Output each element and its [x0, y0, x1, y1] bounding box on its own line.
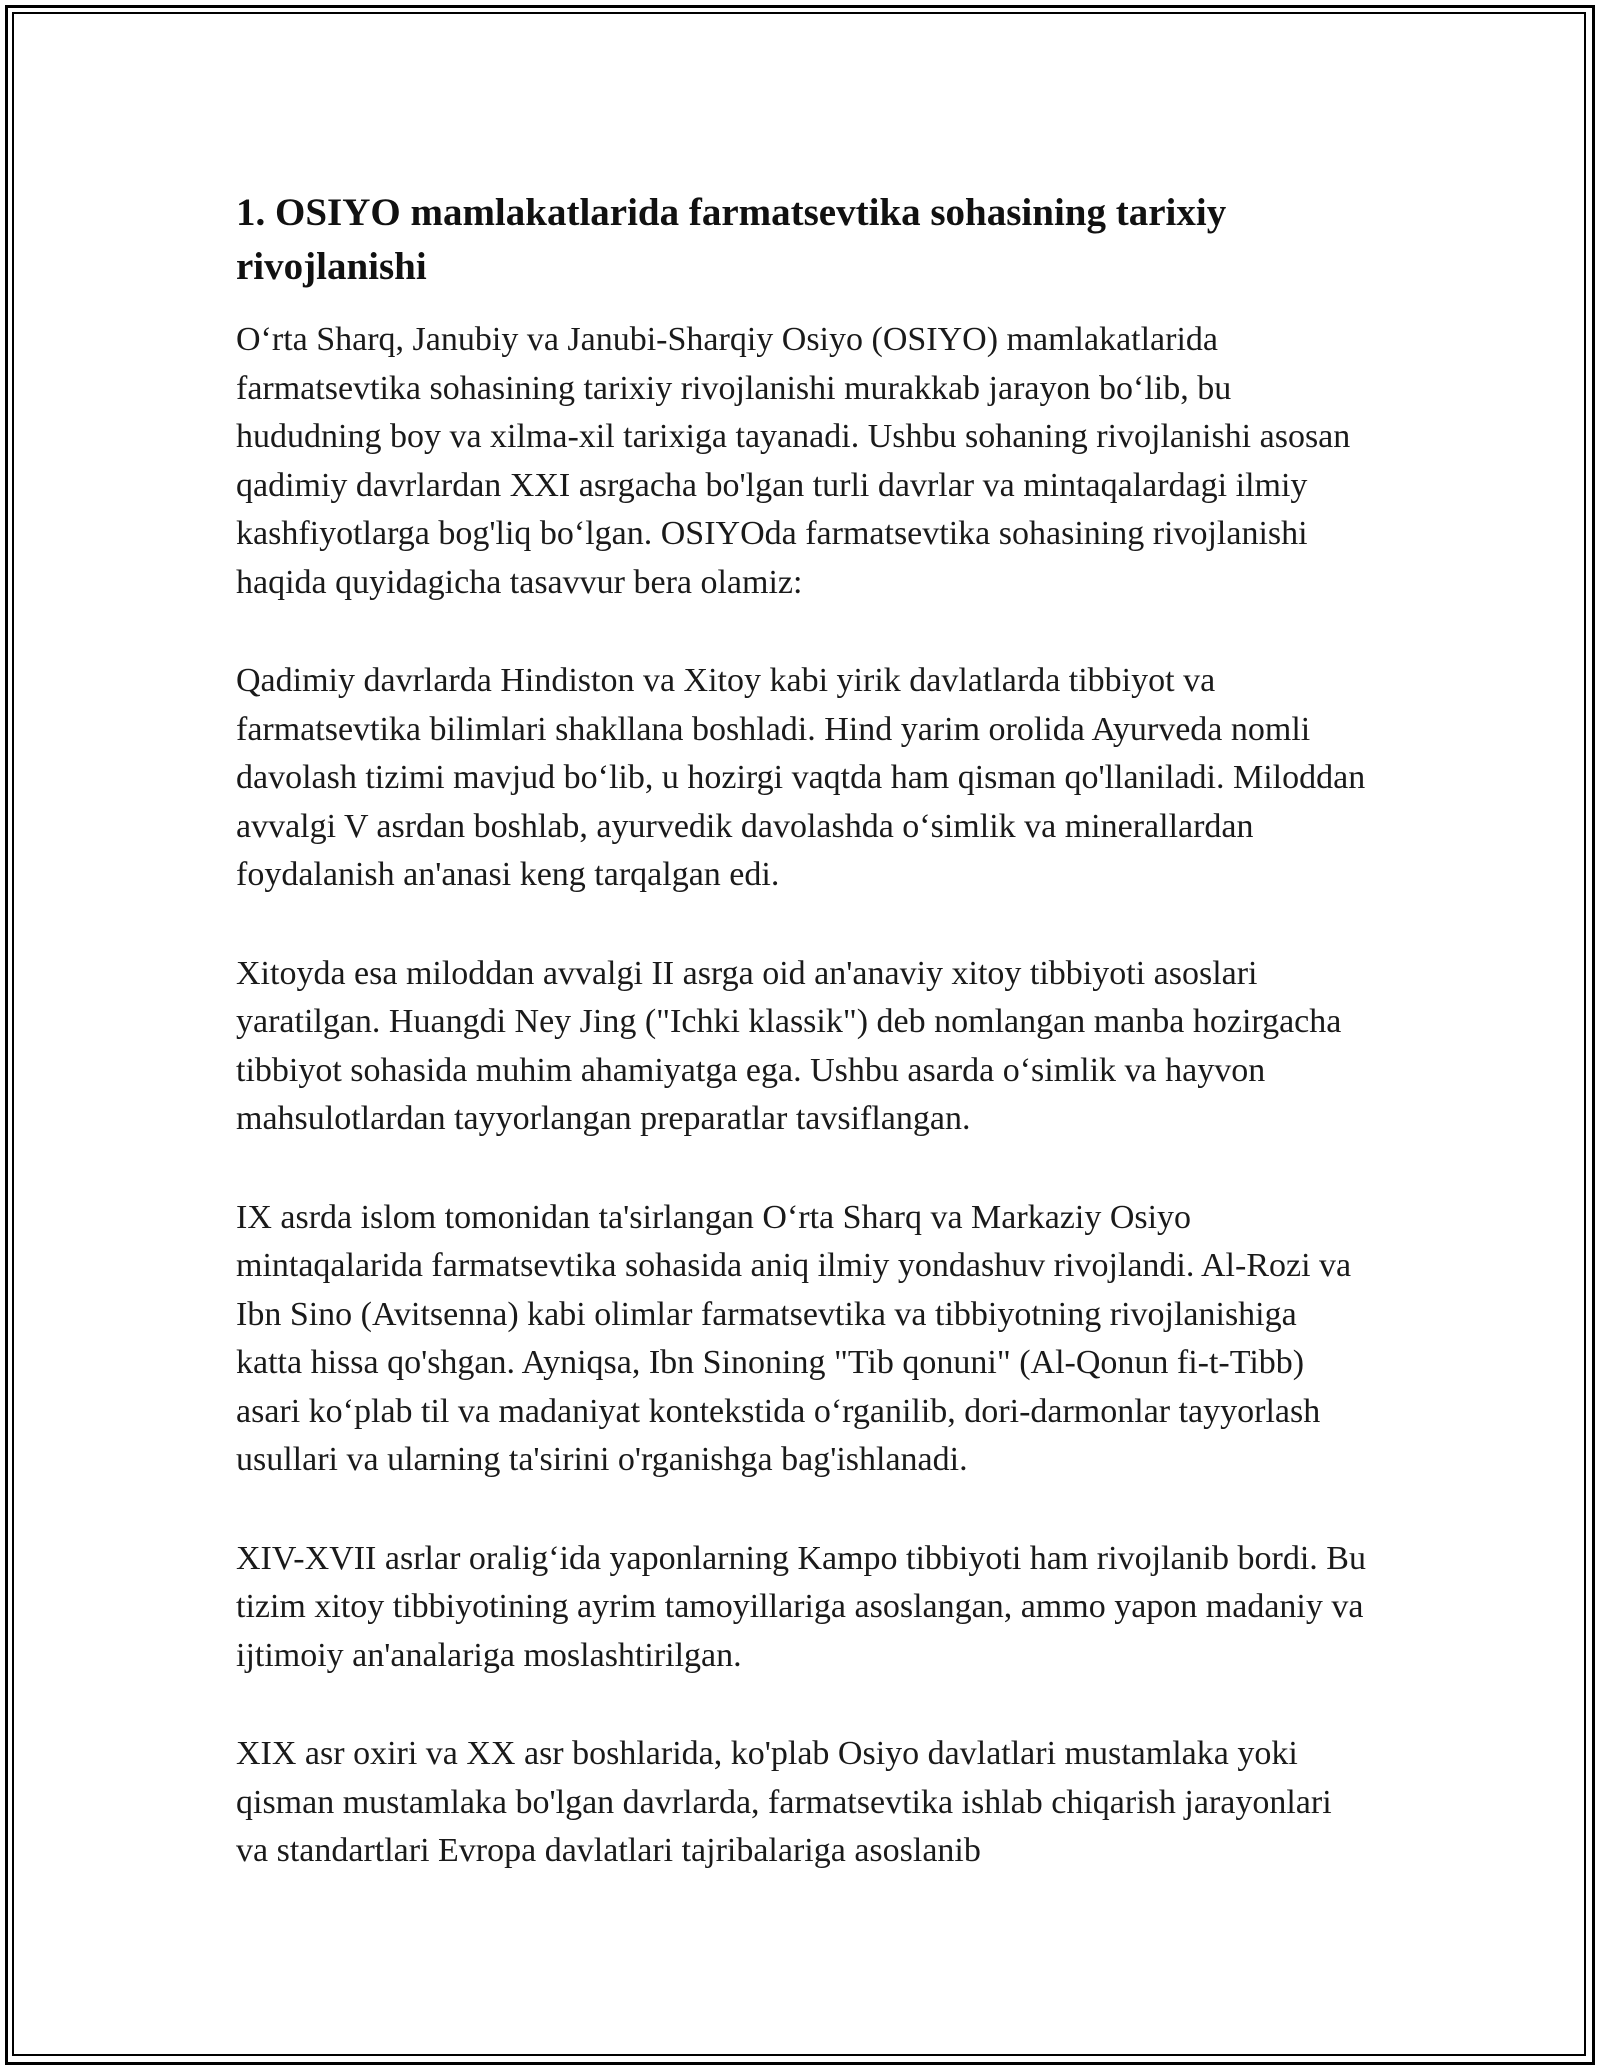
paragraph-china: Xitoyda esa miloddan avvalgi II asrga oid an'anaviy xitoy tibbiyoti asoslari yaratilgan. Huangdi Ney Jing ("Ichki klassik") deb nomlangan manba hozirgacha tibbiyot sohasida muhim ahamiyatga ega. Ushbu asarda o‘simlik va hayvon mahsulotlardan tayyorlangan preparatlar tavsiflangan.: [236, 954, 1342, 1137]
paragraph-intro: O‘rta Sharq, Janubiy va Janubi-Sharqiy Osiyo (OSIYO) mamlakatlarida farmatsevtika sohasining tarixiy rivojlanishi murakkab jarayon bo‘lib, bu hududning boy va xilma-xil tarixiga tayanadi. Ushbu sohaning rivojlanishi asosan qadimiy davrlardan XXI asrgacha bo'lgan turli davrlar va mintaqalardagi ilmiy kashfiyotlarga bog'liq bo‘lgan. OSIYOda farmatsevtika sohasining rivojlanishi haqida quyidagicha tasavvur bera olamiz:: [236, 321, 1351, 601]
paragraph-kampo: XIV-XVII asrlar oralig‘ida yaponlarning Kampo tibbiyoti ham rivojlanib bordi. Bu tizim xitoy tibbiyotining ayrim tamoyillariga asoslangan, ammo yapon madaniy va ijtimoiy an'analariga moslashtirilgan.: [236, 1539, 1366, 1674]
section-heading: 1. OSIYO mamlakatlarida farmatsevtika sohasining tarixiy rivojlanishi: [236, 191, 1227, 288]
document-body: [236, 186, 1366, 1926]
paragraph-ancient-india: Qadimiy davrlarda Hindiston va Xitoy kabi yirik davlatlarda tibbiyot va farmatsevtika bilimlari shakllana boshladi. Hind yarim orolida Ayurveda nomli davolash tizimi mavjud bo‘lib, u hozirgi vaqtda ham qisman qo'llaniladi. Miloddan avvalgi V asrdan boshlab, ayurvedik davolashda o‘simlik va minerallardan foydalanish an'anasi keng tarqalgan edi.: [236, 662, 1366, 893]
paragraph-islamic-era: IX asrda islom tomonidan ta'sirlangan O‘rta Sharq va Markaziy Osiyo mintaqalarida farmatsevtika sohasida aniq ilmiy yondashuv rivojlandi. Al-Rozi va Ibn Sino (Avitsenna) kabi olimlar farmatsevtika va tibbiyotning rivojlanishiga katta hissa qo'shgan. Ayniqsa, Ibn Sinoning "Tib qonuni" (Al-Qonun fi-t-Tibb) asari ko‘plab til va madaniyat kontekstida o‘rganilib, dori-darmonlar tayyorlash usullari va ularning ta'sirini o'rganishga bag'ishlanadi.: [236, 1198, 1352, 1478]
paragraph-colonial-era: XIX asr oxiri va XX asr boshlarida, ko'plab Osiyo davlatlari mustamlaka yoki qisman mustamlaka bo'lgan davrlarda, farmatsevtika ishlab chiqarish jarayonlari va standartlari Evropa davlatlari tajribalariga asoslanib: [236, 1735, 1332, 1869]
